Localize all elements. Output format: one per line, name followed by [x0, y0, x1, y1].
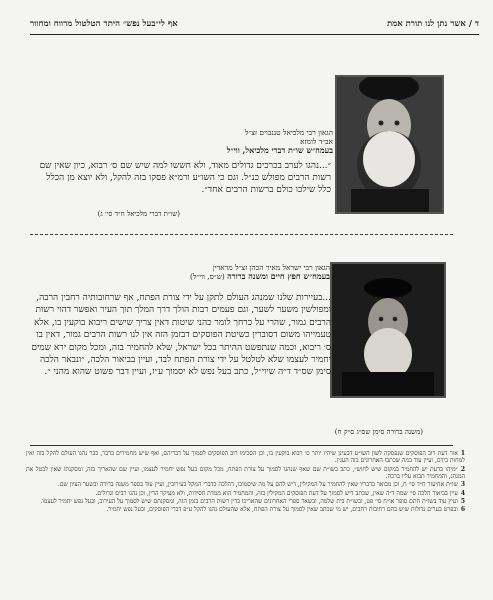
footnote-number: 1	[460, 450, 465, 457]
footnote-item	[26, 481, 465, 488]
rabbi2-book-suffix: (ש״ס, ווי״ל)	[190, 272, 225, 281]
footnotes	[26, 450, 465, 515]
portrait-rabbi-tenenbaum	[335, 75, 444, 214]
rabbi1-title: אב״ד לומזא	[300, 137, 333, 146]
footnote-item	[26, 506, 465, 513]
rabbi1-source: (שו״ת דברי מלכיאל ח״ד סי׳ ג)	[97, 210, 180, 218]
rabbi2-source: (משנה ברורה סימן שס״ג ס״ק ח)	[334, 428, 423, 436]
rabbi2-name: הגאון רבי ישראל מאיר הכהן זצ״ל מראדין	[212, 263, 330, 272]
rabbi1-book: בעמח״ש שו״ת דברי מלכיאל, ווי״ל	[226, 145, 333, 155]
footnote-item	[26, 490, 465, 497]
footnote-text: ובפרט בערים גדולות שיש בהם רחובות רחבים, יש מי שכתב שאין לסמוך על צורת הפתח, אלא שהעולם נהגו להקל ע״פ דברי הפוסקים, ובעל נפש יחמיר.	[106, 506, 458, 514]
footnote-text: שו״ת אחיעזר ח״ד סי׳ ח, וכן מבואר בדבריו שאין להחמיר על המקילין, דיש להם על מה שיסמוכו, דהלכה כדברי המקל בעירובין, ועיין עוד בספר משנה ברורה ובשער הציון שם.	[57, 481, 458, 489]
rabbi1-quote: ״...נהגו לערב בכרכים גדולים מאוד, ולא חששו למה שיש שם ס׳ רבוא, כיון שאין שם רשות הרבים מפולש כנ״ל. וגם כי השו״ע ורמ״א פסקו בזה להקל, ולא יוצא מן הכלל כלל שילכו כולם ברשות הרבים אחד״.	[39, 161, 331, 195]
footnote-number: 3	[460, 481, 465, 489]
section-divider	[30, 234, 453, 235]
rabbi1-name: הגאון רבי מלכיאל טננבוים זצ״ל	[244, 128, 333, 137]
header-rule	[30, 34, 479, 35]
rabbi2-book: בעמח״ש חפץ חיים ומשנה ברורה	[227, 271, 330, 281]
footnote-text: ״מיהו בדעת יש להחמיר במקום שיש לחוש״, כתב בשו״ת שם שאף שנהגו לסמוך על צורת הפתח, מכל מקום בעל נפש יחמיר לעצמו, ועיין שם שהאריך בזה, ומסקנתו שאין לבטל את המנהג, והמחמיר תבוא עליו ברכה.	[26, 465, 465, 481]
page-number-label: ד / אשר נתן לנו תורת אמת	[386, 18, 479, 29]
footnote-text: עיין בביאור הלכה סי׳ שמה ד״ה שאין, שכתב דיש לסמוך על דעת הפוסקים המקילין בזה, והמחמיר הוא ממדת חסידות, ולא מעיקר הדין, וכן נהגו רבים וגדולים.	[95, 489, 458, 497]
footnote-item	[26, 450, 465, 465]
footnote-text: ועיין עוד בשו״ת חתם סופר או״ח סי׳ פט, ובשו״ת בית שלמה, ובשאר ספרי האחרונים שהאריכו בדין רשות הרבים בזמן הזה, ומסקנתם שיש לסמוך על העירוב, ובעל נפש יחמיר לעצמו.	[40, 498, 458, 506]
running-title: אף לי״בעל נפש״ היתר הטלטול מרווח ומחוור	[30, 18, 178, 29]
footnote-number: 2	[460, 465, 465, 473]
footnote-number: 5	[460, 498, 465, 506]
footnote-item	[26, 466, 465, 481]
footnote-number: 4	[460, 489, 465, 497]
portrait-chofetz-chaim	[330, 262, 446, 398]
footnote-number: 6	[460, 506, 465, 514]
rabbi2-caption	[110, 263, 330, 281]
footnote-item	[26, 498, 465, 505]
rabbi2-quote-part1	[31, 292, 331, 379]
rabbi1-caption	[103, 128, 333, 155]
page-header	[30, 14, 479, 32]
footnote-text: אור דעת רוב הפוסקים שנפסקה לשון השו״ע דבעינן שיהיו יותר ס׳ רבוא בוקעין בו, וכן הסכימו רוב הפוסקים לסמוך על דבריהם, ואף שיש מחמירים בדבר, כבר נהגו העולם להקל בזה ואין למחות בידם, ועיין עוד במה שכתבו האחרונים בזה הענין.	[26, 450, 465, 465]
footnote-rule	[30, 445, 453, 446]
rabbi2-quote: ...בעיירות שלנו שמנהג העולם לתקן על ידי צורת הפתח, אף שרחובותיה רחבין הרבה, ומפולשין משער לשער, וגם פעמים רבות הולך דרך המלך תוך העיר ואפשר דהוי רשות הרבים גמור, שהרי על כרחך לומר כהני שיטות דאין צריך שישים ריבוא בוקעין בו, אלא טעמייהו משום דסוברין כשיטת הפוסקים דבזמן הזה אין לנו רשות הרבים גמור, דאין בו ס׳ ריבוא, וכמה שנתפשט ההיתר בכל ישראל, שלא להחמיר בזה, ומכל מקום ירא שמים יחמיר לעצמו שלא לטלטל על ידי צורת הפתח לבד, ועיין בביאור הלכה, ״ונבאר הלכה סימן שס״ד ד״ה שיוי״ל, כתב בעל נפש לא יסמוך ע״ז, ועיין דבר פשוט שהוא מהני ״.	[31, 293, 331, 378]
